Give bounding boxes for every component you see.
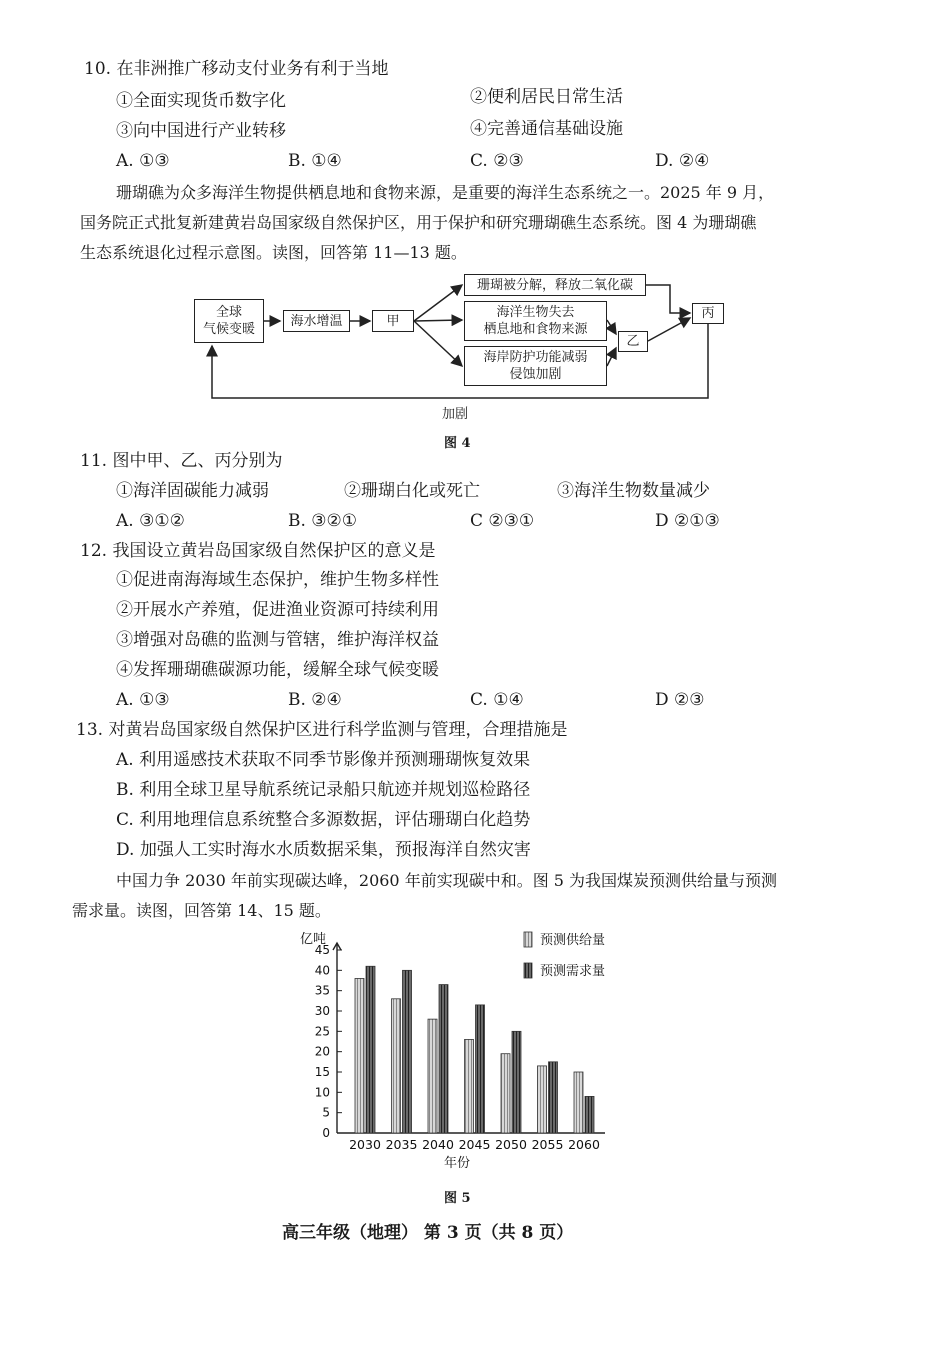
q12-option-1: ①促进南海海域生态保护，维护生物多样性 (116, 570, 439, 590)
q11-stem: 11. 图中甲、乙、丙分别为 (80, 451, 283, 471)
intro1-line1: 珊瑚礁为众多海洋生物提供栖息地和食物来源，是重要的海洋生态系统之一。2025 年 9 月， (116, 183, 775, 202)
q11-option-1: ①海洋固碳能力减弱 (116, 481, 269, 501)
y-tick-label: 20 (314, 1044, 330, 1059)
q12-choice-b: B. ②④ (288, 690, 342, 710)
q10-option-4: ④完善通信基础设施 (470, 119, 623, 139)
x-tick-label: 2055 (531, 1137, 564, 1152)
q12-option-2: ②开展水产养殖，促进渔业资源可持续利用 (116, 600, 439, 620)
y-tick-label: 25 (314, 1024, 330, 1039)
legend-supply-label: 预测供给量 (540, 933, 606, 948)
q12-choice-d: D ②③ (655, 690, 705, 710)
q11-choice-d: D ②①③ (655, 511, 720, 531)
y-tick-label: 15 (314, 1065, 330, 1079)
intro2-line1: 中国力争 2030 年前实现碳达峰，2060 年前实现碳中和。图 5 为我国煤炭预测供给量与预测 (116, 871, 778, 890)
y-tick-label: 40 (314, 963, 330, 978)
branch-coast-protection-line2: 侵蚀加剧 (509, 367, 562, 382)
q13-option-a: A. 利用遥感技术获取不同季节影像并预测珊瑚恢复效果 (116, 750, 531, 770)
y-tick-label: 35 (314, 983, 330, 998)
legend-supply-swatch (524, 932, 532, 947)
supply-bar (428, 1019, 437, 1133)
branch-coast-protection-line1: 海岸防护功能减弱 (483, 350, 588, 365)
page-footer: 高三年级（地理） 第 3 页（共 8 页） (282, 1223, 574, 1243)
branch-habitat-loss-line2: 栖息地和食物来源 (483, 322, 588, 337)
legend-demand-swatch (524, 963, 532, 978)
y-tick-label: 45 (314, 943, 330, 957)
legend-demand-label: 预测需求量 (540, 964, 606, 979)
demand-bar (512, 1031, 521, 1133)
demand-bar (585, 1096, 594, 1133)
global-warming-label-2: 气候变暖 (202, 322, 255, 337)
q11-option-2: ②珊瑚白化或死亡 (344, 481, 480, 501)
y-axis-unit-label: 亿吨 (300, 932, 327, 947)
feedback-label: 加剧 (442, 407, 469, 422)
q13-stem: 13. 对黄岩岛国家级自然保护区进行科学监测与管理，合理措施是 (76, 720, 568, 740)
supply-bar (392, 999, 401, 1133)
fig5-caption: 图 5 (444, 1191, 471, 1206)
q10-choice-c: C. ②③ (470, 151, 524, 171)
q10-option-1: ①全面实现货币数字化 (116, 91, 286, 111)
q13-option-c: C. 利用地理信息系统整合多源数据，评估珊瑚白化趋势 (116, 810, 531, 830)
supply-bar (501, 1054, 510, 1133)
demand-bar (476, 1005, 485, 1133)
branch-coral-decomposed: 珊瑚被分解，释放二氧化碳 (464, 274, 646, 296)
q11-choice-c: C ②③① (470, 511, 535, 531)
q10-choice-a: A. ①③ (116, 151, 170, 171)
jia-box: 甲 (372, 310, 414, 332)
bing-box: 丙 (692, 303, 724, 324)
supply-bar (538, 1066, 547, 1133)
demand-bar (403, 970, 412, 1133)
supply-bar (465, 1039, 474, 1133)
fig4-caption: 图 4 (444, 436, 471, 451)
x-tick-label: 2040 (422, 1137, 454, 1152)
y-tick-label: 30 (314, 1004, 330, 1018)
q12-option-3: ③增强对岛礁的监测与管辖，维护海洋权益 (116, 630, 439, 650)
q10-option-2: ②便利居民日常生活 (470, 87, 623, 107)
x-tick-label: 2050 (495, 1137, 527, 1152)
branch-habitat-loss-line1: 海洋生物失去 (496, 305, 575, 320)
x-axis-title: 年份 (443, 1156, 471, 1171)
q10-stem: 10. 在非洲推广移动支付业务有利于当地 (84, 59, 389, 79)
x-tick-label: 2035 (385, 1137, 418, 1152)
q12-stem: 12. 我国设立黄岩岛国家级自然保护区的意义是 (80, 541, 436, 561)
global-warming-label-1: 全球 (215, 305, 242, 320)
yi-box: 乙 (618, 331, 648, 352)
q11-option-3: ③海洋生物数量减少 (557, 481, 710, 501)
y-tick-label: 0 (322, 1126, 330, 1140)
q11-choice-a: A. ③①② (116, 511, 185, 531)
x-tick-label: 2045 (458, 1137, 491, 1152)
q11-choice-b: B. ③②① (288, 511, 358, 531)
x-tick-label: 2060 (568, 1137, 600, 1152)
demand-bar (549, 1062, 558, 1133)
q10-choice-d: D. ②④ (655, 151, 710, 171)
demand-bar (366, 966, 375, 1133)
intro2-line2: 需求量。读图，回答第 14、15 题。 (72, 901, 331, 920)
q12-choice-c: C. ①④ (470, 690, 524, 710)
q12-option-4: ④发挥珊瑚礁碳源功能，缓解全球气候变暖 (116, 660, 439, 680)
demand-bar (439, 985, 448, 1133)
q13-option-b: B. 利用全球卫星导航系统记录船只航迹并规划巡检路径 (116, 780, 531, 800)
supply-bar (355, 978, 364, 1133)
q10-option-3: ③向中国进行产业转移 (116, 121, 286, 141)
q10-choice-b: B. ①④ (288, 151, 342, 171)
q12-choice-a: A. ①③ (116, 690, 170, 710)
intro1-line2: 国务院正式批复新建黄岩岛国家级自然保护区，用于保护和研究珊瑚礁生态系统。图 4 为珊瑚礁 (80, 213, 757, 232)
y-tick-label: 5 (322, 1105, 330, 1120)
y-tick-label: 10 (314, 1085, 330, 1100)
x-tick-label: 2030 (349, 1137, 381, 1152)
q13-option-d: D. 加强人工实时海水水质数据采集，预报海洋自然灾害 (116, 840, 531, 860)
sea-temp-box: 海水增温 (283, 310, 350, 332)
supply-bar (574, 1072, 583, 1133)
intro1-line3: 生态系统退化过程示意图。读图，回答第 11—13 题。 (80, 243, 467, 262)
